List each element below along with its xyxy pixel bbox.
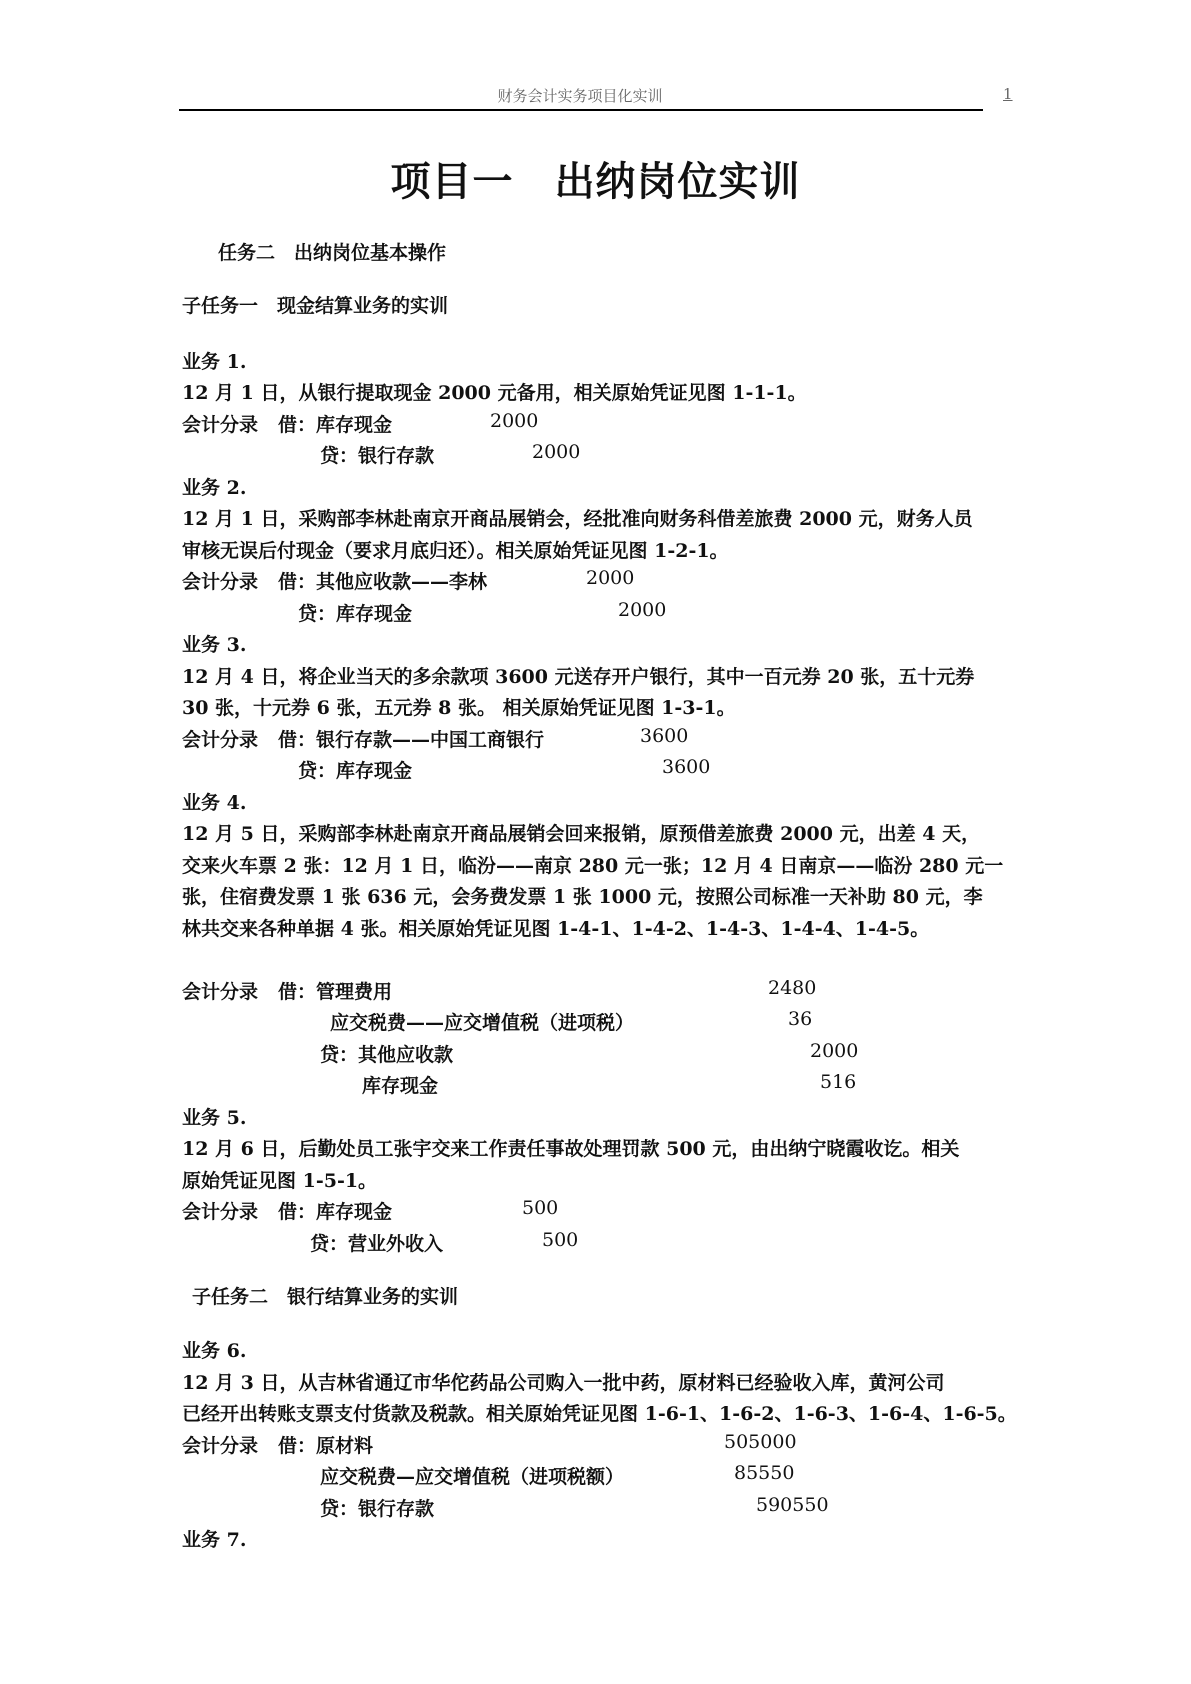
- debit-amount: 500: [522, 1197, 559, 1219]
- journal-entry-label: 会计分录: [182, 414, 259, 436]
- credit-amount: 500: [542, 1229, 579, 1251]
- credit-account: 贷：其他应收款: [320, 1044, 454, 1066]
- business-heading: 业务 7.: [182, 1529, 247, 1551]
- journal-entry-label: 会计分录: [182, 1201, 259, 1223]
- business-description-line: 30 张，十元券 6 张，五元券 8 张。 相关原始凭证见图 1-3-1。: [182, 697, 736, 719]
- credit-account: 贷：银行存款: [320, 1498, 435, 1520]
- debit-account: 借：库存现金: [278, 414, 393, 436]
- running-header-title: 财务会计实务项目化实训: [497, 87, 663, 105]
- business-description-line: 12 月 1 日，从银行提取现金 2000 元备用，相关原始凭证见图 1-1-1。: [182, 382, 807, 404]
- credit-account: 贷：银行存款: [320, 445, 435, 467]
- debit-amount: 2480: [768, 977, 817, 999]
- business-description-line: 12 月 3 日，从吉林省通辽市华佗药品公司购入一批中药，原材料已经验收入库，黄河公司: [182, 1372, 945, 1394]
- debit-account: 借：管理费用: [278, 981, 393, 1003]
- business-description-line: 已经开出转账支票支付货款及税款。相关原始凭证见图 1-6-1、1-6-2、1-6-3、1-6-4、1-6-5。: [182, 1403, 1017, 1425]
- debit-account: 借：银行存款——中国工商银行: [278, 729, 545, 751]
- business-description-line: 12 月 4 日，将企业当天的多余款项 3600 元送存开户银行，其中一百元券 20 张，五十元券: [182, 666, 975, 688]
- business-heading: 业务 1.: [182, 351, 247, 373]
- business-description-line: 张，住宿费发票 1 张 636 元，会务费发票 1 张 1000 元，按照公司标准一天补助 80 元，李: [182, 886, 983, 908]
- page-number: 1: [1003, 85, 1013, 103]
- credit-account: 贷：库存现金: [298, 760, 413, 782]
- debit-account: 应交税费——应交增值税（进项税）: [330, 1012, 635, 1034]
- credit-amount: 590550: [756, 1494, 829, 1516]
- business-description-line: 审核无误后付现金（要求月底归还）。相关原始凭证见图 1-2-1。: [182, 540, 729, 562]
- debit-amount: 3600: [640, 725, 689, 747]
- business-heading: 业务 6.: [182, 1340, 247, 1362]
- journal-entry-label: 会计分录: [182, 571, 259, 593]
- business-heading: 业务 4.: [182, 792, 247, 814]
- journal-entry-label: 会计分录: [182, 981, 259, 1003]
- credit-account: 贷：库存现金: [298, 603, 413, 625]
- credit-amount: 2000: [532, 441, 581, 463]
- business-description-line: 原始凭证见图 1-5-1。: [182, 1170, 378, 1192]
- journal-entry-label: 会计分录: [182, 1435, 259, 1457]
- task-heading: 任务二 出纳岗位基本操作: [218, 242, 447, 264]
- business-description-line: 12 月 6 日，后勤处员工张宇交来工作责任事故处理罚款 500 元，由出纳宁晓霞收讫。相关: [182, 1138, 960, 1160]
- business-description-line: 交来火车票 2 张：12 月 1 日，临汾——南京 280 元一张；12 月 4 日南京——临汾 280 元一: [182, 855, 1004, 877]
- header-rule: [179, 109, 983, 111]
- business-description-line: 12 月 1 日，采购部李林赴南京开商品展销会，经批准向财务科借差旅费 2000 元，财务人员: [182, 508, 973, 530]
- business-heading: 业务 3.: [182, 634, 247, 656]
- subtask-heading: 子任务一 现金结算业务的实训: [182, 295, 449, 317]
- credit-amount: 2000: [618, 599, 667, 621]
- debit-amount: 505000: [724, 1431, 797, 1453]
- business-heading: 业务 2.: [182, 477, 247, 499]
- debit-amount: 2000: [490, 410, 539, 432]
- business-heading: 业务 5.: [182, 1107, 247, 1129]
- document-title: 项目一 出纳岗位实训: [390, 159, 801, 205]
- credit-account: 贷：营业外收入: [310, 1233, 444, 1255]
- credit-amount: 516: [820, 1071, 857, 1093]
- debit-amount: 2000: [586, 567, 635, 589]
- debit-account: 借：库存现金: [278, 1201, 393, 1223]
- debit-account: 借：原材料: [278, 1435, 374, 1457]
- business-description-line: 12 月 5 日，采购部李林赴南京开商品展销会回来报销，原预借差旅费 2000 元，出差 4 天，: [182, 823, 981, 845]
- debit-amount: 85550: [734, 1462, 795, 1484]
- debit-account: 借：其他应收款——李林: [278, 571, 488, 593]
- credit-account: 库存现金: [362, 1075, 439, 1097]
- credit-amount: 2000: [810, 1040, 859, 1062]
- business-description-line: 林共交来各种单据 4 张。相关原始凭证见图 1-4-1、1-4-2、1-4-3、1-4-4、1-4-5。: [182, 918, 930, 940]
- journal-entry-label: 会计分录: [182, 729, 259, 751]
- debit-amount: 36: [788, 1008, 813, 1030]
- debit-account: 应交税费—应交增值税（进项税额）: [320, 1466, 625, 1488]
- credit-amount: 3600: [662, 756, 711, 778]
- subtask-heading: 子任务二 银行结算业务的实训: [192, 1286, 459, 1308]
